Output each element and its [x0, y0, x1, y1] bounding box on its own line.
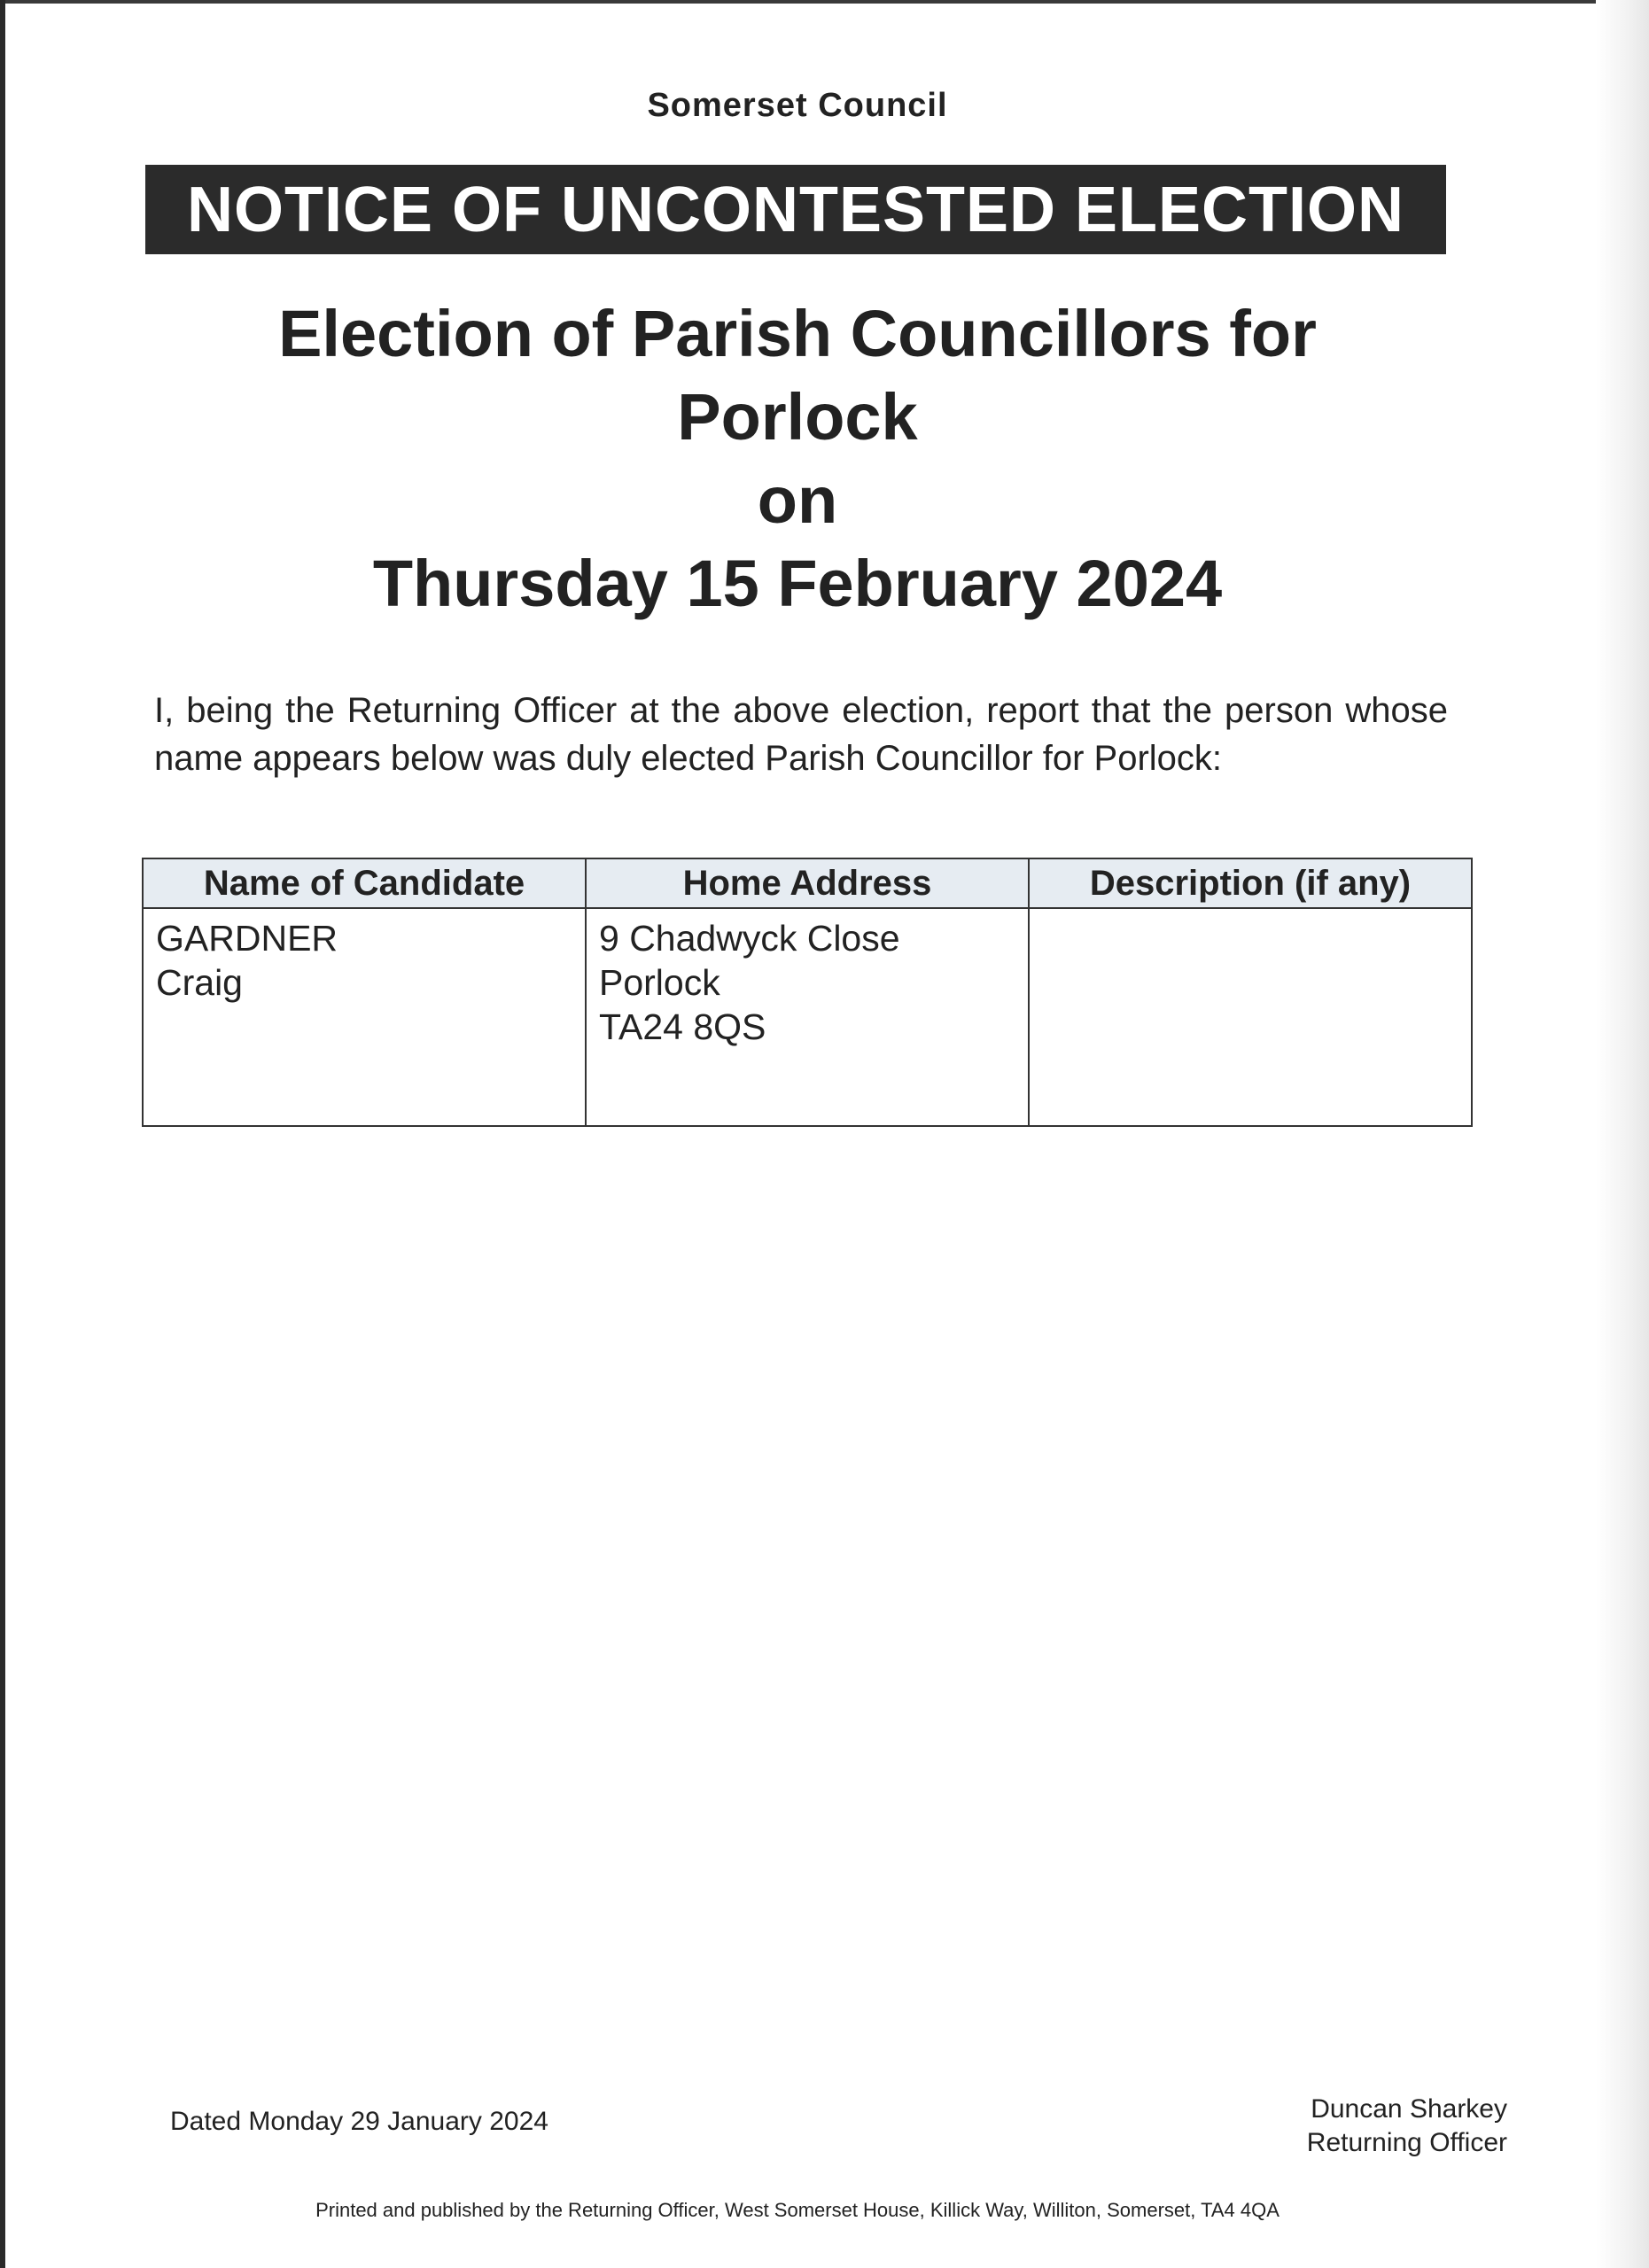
address-line-1: 9 Chadwyck Close: [599, 918, 900, 959]
imprint-footer: Printed and published by the Returning Officer, West Somerset House, Killick Way, Williton, Somerset, TA4 4QA: [315, 2199, 1280, 2221]
scan-edge-right: [1596, 0, 1649, 2268]
election-date: Thursday 15 February 2024: [372, 547, 1223, 620]
election-title-line-2: Porlock: [677, 380, 918, 454]
officer-title: Returning Officer: [1306, 2128, 1507, 2157]
notice-title-banner: NOTICE OF UNCONTESTED ELECTION: [145, 165, 1446, 254]
intro-statement: I, being the Returning Officer at the above election, report that the person whose name appears below was duly elected Parish Councillor for Porlock:: [154, 691, 1448, 778]
address-line-3: TA24 8QS: [599, 1006, 766, 1047]
candidates-table: [142, 858, 1473, 1127]
table-header-row: [143, 858, 1472, 908]
table-row: [143, 908, 1472, 1126]
election-title-line-1: Election of Parish Councillors for: [278, 297, 1317, 370]
candidate-forename: Craig: [156, 962, 243, 1003]
column-header-name: Name of Candidate: [143, 858, 586, 908]
dated-line: Dated Monday 29 January 2024: [170, 2107, 548, 2136]
candidate-description-cell: [1029, 908, 1472, 1126]
column-header-description: Description (if any): [1029, 858, 1472, 908]
scan-edge-top: [0, 0, 1649, 4]
column-header-address: Home Address: [586, 858, 1029, 908]
election-title-line-3: on: [757, 463, 838, 537]
candidate-address-cell: [586, 908, 1029, 1126]
returning-officer-signature-block: [1307, 2093, 1507, 2160]
candidate-surname: GARDNER: [156, 918, 338, 959]
council-name: Somerset Council: [647, 87, 948, 124]
officer-name: Duncan Sharkey: [1311, 2094, 1507, 2124]
address-line-2: Porlock: [599, 962, 720, 1003]
election-title: [0, 292, 1595, 625]
candidate-name-cell: [143, 908, 586, 1126]
